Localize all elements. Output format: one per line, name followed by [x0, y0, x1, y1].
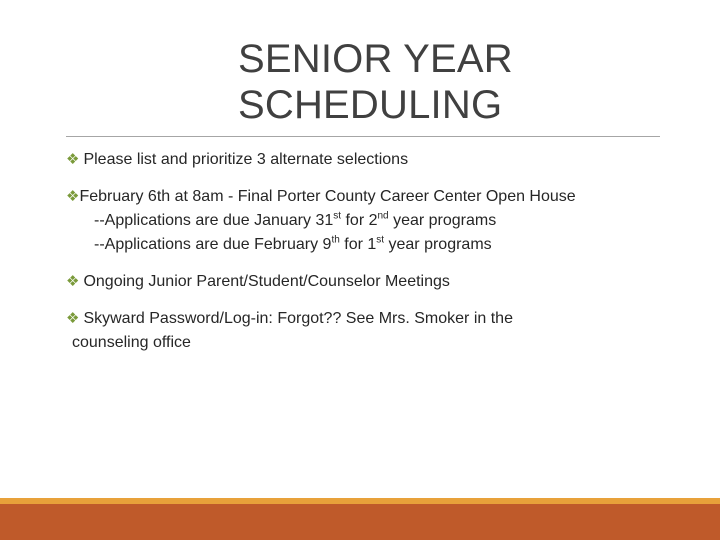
slide-title [238, 36, 678, 128]
sub-text: for 2 [341, 212, 378, 229]
sub-text: year programs [384, 236, 492, 253]
sub-text: year programs [388, 212, 497, 229]
title-line-1: SENIOR YEAR [238, 37, 513, 81]
title-line-2: SCHEDULING [238, 83, 503, 127]
diamond-bullet-icon: ❖ [66, 188, 80, 205]
superscript: st [333, 210, 342, 222]
bullet-text: February 6th at 8am - Final Porter County Career Center Open House [79, 188, 576, 205]
bullet-item-open-house [66, 185, 666, 209]
bullet-list [66, 148, 666, 355]
diamond-bullet-icon: ❖ [66, 273, 80, 290]
title-divider [66, 136, 660, 137]
superscript: th [331, 234, 340, 246]
bullet-item-meetings [66, 270, 666, 294]
bullet-item-alternates [66, 148, 666, 172]
sub-item-second-year [94, 209, 666, 233]
diamond-bullet-icon: ❖ [66, 310, 80, 327]
diamond-bullet-icon: ❖ [66, 151, 80, 168]
sub-text: --Applications are due January 31 [94, 212, 334, 229]
sub-text: --Applications are due February 9 [94, 236, 332, 253]
bullet-text: Skyward Password/Log-in: Forgot?? See Mrs. Smoker in the [83, 310, 513, 327]
superscript: nd [377, 210, 389, 222]
bullet-text: Ongoing Junior Parent/Student/Counselor Meetings [83, 273, 450, 290]
sub-item-first-year [94, 233, 666, 257]
footer-bar [0, 504, 720, 540]
sub-text: for 1 [339, 236, 377, 253]
bullet-text-continued: counseling office [72, 334, 191, 351]
bullet-item-skyward [66, 307, 666, 331]
superscript: st [376, 234, 385, 246]
bullet-text: Please list and prioritize 3 alternate selections [83, 151, 409, 168]
